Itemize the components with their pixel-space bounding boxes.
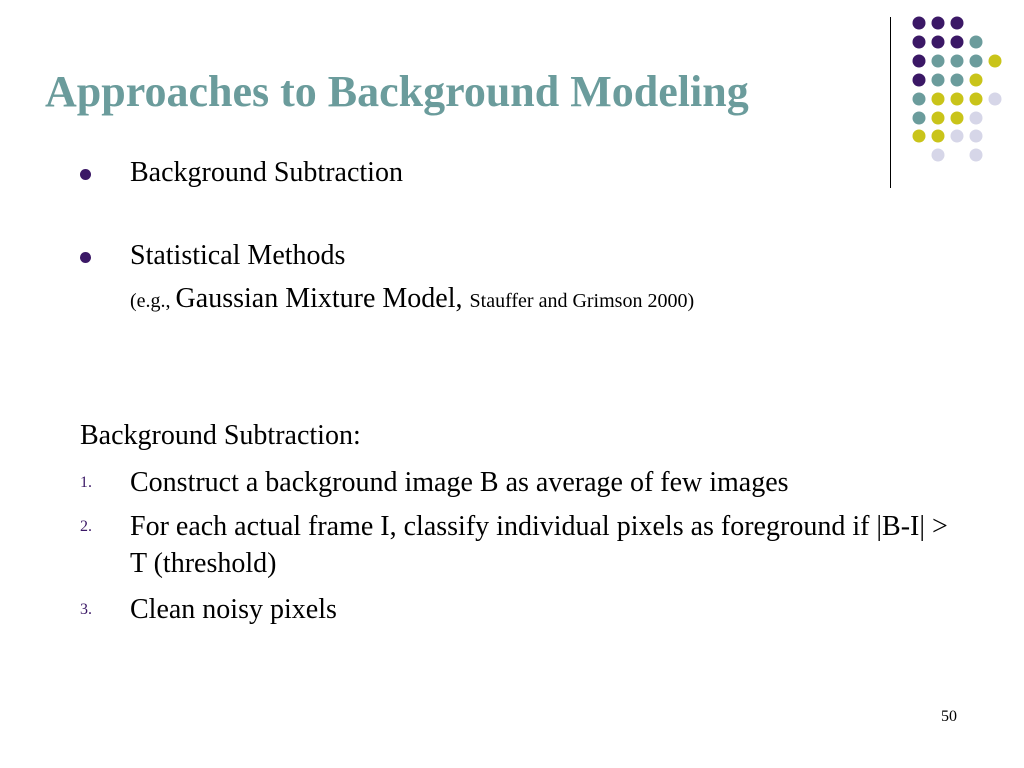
numbered-item-marker: 3.: [80, 601, 92, 618]
decorative-dot-teal: [913, 112, 926, 125]
decorative-dot-lavender: [989, 93, 1002, 106]
decorative-dot-purple: [913, 36, 926, 49]
decorative-dot-lavender: [951, 130, 964, 143]
decorative-dot-teal: [913, 93, 926, 106]
numbered-item-marker: 1.: [80, 474, 92, 491]
decorative-dot-teal: [932, 74, 945, 87]
decorative-dot-yellow: [970, 93, 983, 106]
decorative-dot-teal: [970, 36, 983, 49]
decorative-dot-teal: [951, 55, 964, 68]
decorative-dot-yellow: [932, 93, 945, 106]
decorative-dot-purple: [913, 74, 926, 87]
decorative-dot-purple: [932, 36, 945, 49]
decorative-dot-teal: [951, 74, 964, 87]
section-heading: Background Subtraction:: [80, 420, 361, 451]
decorative-dot-teal: [932, 55, 945, 68]
decorative-dot-purple: [913, 55, 926, 68]
decorative-dot-yellow: [932, 130, 945, 143]
bullet-dot-icon: [80, 252, 91, 263]
numbered-item-text: Construct a background image B as average of few images: [130, 467, 789, 498]
numbered-item-text: Clean noisy pixels: [130, 594, 337, 625]
decorative-dot-yellow: [989, 55, 1002, 68]
decorative-dot-lavender: [970, 112, 983, 125]
decorative-dot-purple: [951, 36, 964, 49]
bullet-text: Background Subtraction: [130, 157, 403, 188]
decorative-dot-lavender: [970, 149, 983, 162]
decorative-dot-purple: [932, 17, 945, 30]
decorative-dot-teal: [970, 55, 983, 68]
bullet-sub-line: [130, 283, 694, 315]
slide-title: Approaches to Background Modeling: [45, 67, 749, 116]
numbered-item-text: For each actual frame I, classify individual pixels as foreground if |B-I| > T (threshold): [130, 511, 948, 579]
decorative-dot-lavender: [970, 130, 983, 143]
page-number: 50: [941, 708, 957, 725]
decorative-dot-lavender: [932, 149, 945, 162]
sub-line-main: Gaussian Mixture Model,: [175, 283, 470, 314]
decorative-dot-purple: [951, 17, 964, 30]
decorative-dot-yellow: [951, 112, 964, 125]
decorative-dot-purple: [913, 17, 926, 30]
decorative-dot-yellow: [932, 112, 945, 125]
bullet-text: Statistical Methods: [130, 240, 346, 271]
decorative-dot-yellow: [970, 74, 983, 87]
sub-line-suffix: Stauffer and Grimson 2000): [469, 290, 695, 312]
bullet-dot-icon: [80, 169, 91, 180]
decorative-dot-yellow: [913, 130, 926, 143]
decorative-dot-yellow: [951, 93, 964, 106]
numbered-item-marker: 2.: [80, 518, 92, 535]
sub-line-prefix: (e.g.,: [130, 290, 176, 312]
